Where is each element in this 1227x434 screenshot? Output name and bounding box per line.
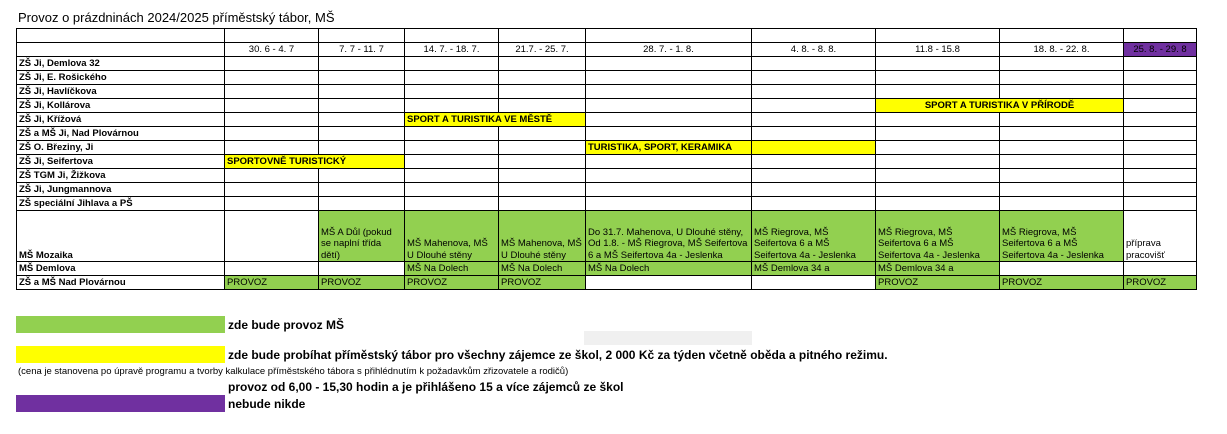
school-name: ZŠ Ji, Havlíčkova [17,85,225,99]
week-header: 18. 8. - 22. 8. [1000,43,1124,57]
week-header: 30. 6 - 4. 7 [225,43,319,57]
header-row [17,43,1197,57]
ms-cell: PROVOZ [319,276,405,290]
ms-name: MŠ Mozaika [17,211,225,262]
legend-green-text: zde bude provoz MŠ [228,318,345,332]
page-title: Provoz o prázdninách 2024/2025 příměstský tábor, MŠ [18,10,335,25]
camp-cell-continued [752,141,876,155]
ms-cell: MŠ Na Dolech [405,262,499,276]
legend-hours-text: provoz od 6,00 - 15,30 hodin a je přihlášeno 15 a více zájemců ze škol [228,380,624,394]
ms-name: MŠ Demlova [17,262,225,276]
week-header: 21.7. - 25. 7. [499,43,586,57]
camp-cell: SPORT A TURISTIKA V PŘÍRODĚ [876,99,1124,113]
ms-cell: MŠ Demlova 34 a [876,262,1000,276]
school-row [17,127,1197,141]
school-row [17,71,1197,85]
ms-cell [225,262,319,276]
school-row [17,169,1197,183]
school-name: ZŠ TGM Ji, Žižkova [17,169,225,183]
ms-name: ZŠ a MŠ Nad Plovárnou [17,276,225,290]
ms-cell: PROVOZ [225,276,319,290]
ms-cell: Do 31.7. Mahenova, U Dlouhé stěny, Od 1.8. - MŠ Riegrova, MŠ Seifertova 6 a MŠ Seifertova 4a - Jeslenka [586,211,752,262]
legend-note: (cena je stanovena po úpravě programu a tvorby kalkulace příměstského tábora s přihlédnutím k požadavkům zřizovatele a rodičů) [18,366,569,377]
week-header-closed: 25. 8. - 29. 8 [1124,43,1197,57]
week-header: 7. 7 - 11. 7 [319,43,405,57]
camp-cell: SPORTOVNĚ TURISTICKÝ [225,155,405,169]
ms-cell: MŠ Mahenova, MŠ U Dlouhé stěny [499,211,586,262]
camp-cell: TURISTIKA, SPORT, KERAMIKA [586,141,752,155]
school-row [17,57,1197,71]
legend-purple-text: nebude nikde [228,397,306,411]
school-row [17,99,1197,113]
legend-purple-swatch [16,395,225,412]
ms-cell: PROVOZ [1000,276,1124,290]
ms-cell [1000,262,1124,276]
school-row [17,85,1197,99]
legend-green-swatch [16,316,225,333]
ms-cell: PROVOZ [1124,276,1197,290]
school-row [17,197,1197,211]
ms-plovarna-row [17,276,1197,290]
ms-cell [1124,262,1197,276]
ms-cell [752,276,876,290]
week-header: 28. 7. - 1. 8. [586,43,752,57]
schedule-table [16,28,1197,290]
school-name: ZŠ Ji, Jungmannova [17,183,225,197]
ms-cell [225,211,319,262]
school-row [17,155,1197,169]
ms-cell: MŠ Na Dolech [499,262,586,276]
ms-cell: MŠ Mahenova, MŠ U Dlouhé stěny [405,211,499,262]
ms-cell: PROVOZ [876,276,1000,290]
ms-cell: PROVOZ [405,276,499,290]
school-name: ZŠ Ji, Křížová [17,113,225,127]
school-name: ZŠ speciální Jihlava a PŠ [17,197,225,211]
school-row [17,141,1197,155]
ms-cell: MŠ Riegrova, MŠ Seifertova 6 a MŠ Seifertova 4a - Jeslenka [876,211,1000,262]
legend-yellow-text: zde bude probíhat příměstský tábor pro všechny zájemce ze škol, 2 000 Kč za týden včetně oběda a pitného režimu. [228,348,888,362]
camp-cell: SPORT A TURISTIKA VE MĚSTĚ [405,113,586,127]
ms-cell: PROVOZ [499,276,586,290]
school-name: ZŠ Ji, Demlova 32 [17,57,225,71]
school-name: ZŠ a MŠ Ji, Nad Plovárnou [17,127,225,141]
school-row [17,113,1197,127]
ms-cell: MŠ Na Dolech [586,262,752,276]
ms-cell: MŠ A Důl (pokud se naplní třída dětí) [319,211,405,262]
school-name: ZŠ O. Březiny, Ji [17,141,225,155]
school-name: ZŠ Ji, Seifertova [17,155,225,169]
ms-cell [319,262,405,276]
week-header: 4. 8. - 8. 8. [752,43,876,57]
legend-yellow-swatch [16,346,225,363]
ms-mozaika-row [17,211,1197,262]
spacer-row [17,29,1197,43]
week-header: 11.8 - 15.8 [876,43,1000,57]
ms-cell: MŠ Riegrova, MŠ Seifertova 6 a MŠ Seifertova 4a - Jeslenka [752,211,876,262]
school-name: ZŠ Ji, Kollárova [17,99,225,113]
ms-cell: MŠ Demlova 34 a [752,262,876,276]
ms-cell [586,276,752,290]
grey-placeholder [584,331,752,345]
week-header: 14. 7. - 18. 7. [405,43,499,57]
corner-cell [17,43,225,57]
ms-cell: MŠ Riegrova, MŠ Seifertova 6 a MŠ Seifertova 4a - Jeslenka [1000,211,1124,262]
ms-demlova-row [17,262,1197,276]
school-name: ZŠ Ji, E. Rošického [17,71,225,85]
ms-cell: příprava pracovišť [1124,211,1197,262]
school-row [17,183,1197,197]
